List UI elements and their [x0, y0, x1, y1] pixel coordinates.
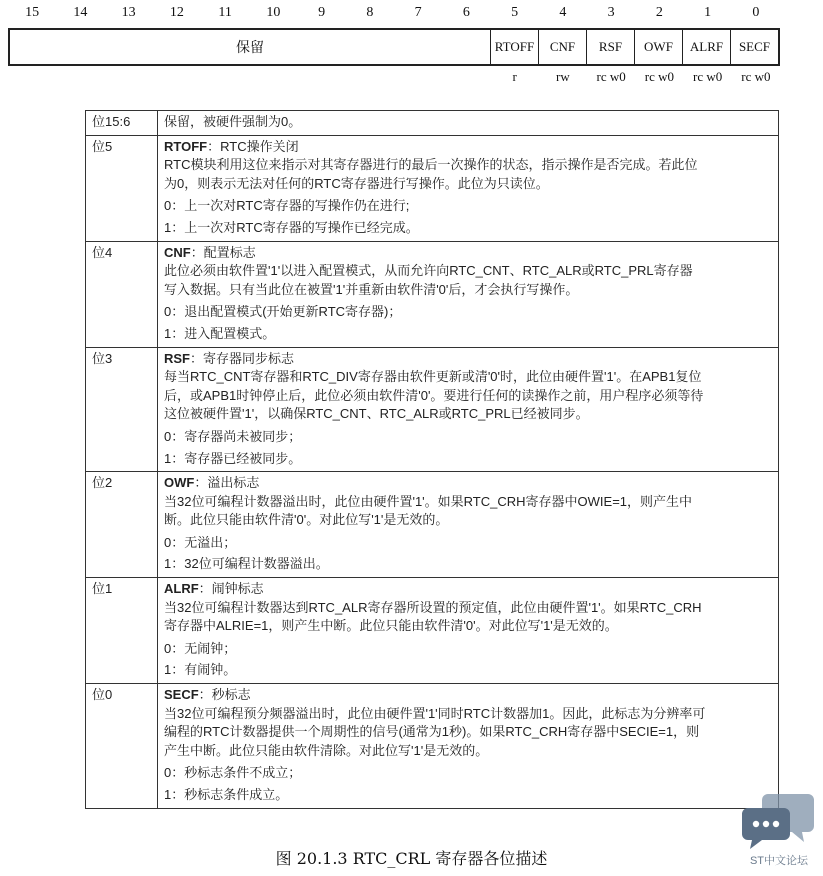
bit-label: 位5: [86, 135, 158, 241]
bit-number: 8: [366, 5, 374, 20]
table-row: [86, 135, 779, 241]
bit-label: 位4: [86, 241, 158, 347]
field-title: [164, 138, 772, 157]
watermark-text: ST中文论坛: [749, 855, 809, 867]
description-line: 当32位可编程计数器达到RTC_ALR寄存器所设置的预定值，此位由硬件置'1'。如果RTC_CRH: [164, 599, 702, 615]
field-cnf: CNF: [538, 30, 586, 64]
option-line: 1：秒标志条件成立。: [164, 787, 289, 802]
description-line: 寄存器中ALRIE=1，则产生中断。此位只能由软件清'0'。对此位写'1'是无效的。: [164, 618, 618, 634]
option-line: 1：有闹钟。: [164, 662, 237, 678]
option-line: 1：32位可编程计数器溢出。: [164, 556, 329, 572]
bit-number: 5: [511, 5, 519, 20]
bit-number: 9: [318, 5, 326, 20]
access-type-row: [8, 68, 780, 86]
field-name: ALRF: [164, 581, 199, 597]
field-name: RTOFF: [164, 138, 208, 154]
table-row: [86, 111, 779, 136]
field-title-text: ：RTC操作关闭: [207, 138, 299, 154]
watermark: [738, 790, 820, 870]
field-owf: OWF: [634, 30, 682, 64]
field-title: [164, 350, 772, 369]
field-title: [164, 474, 772, 493]
description-line: 每当RTC_CNT寄存器和RTC_DIV寄存器由软件更新或清'0'时，此位由硬件置'1'。在APB1复位: [164, 369, 702, 385]
bit-description: [158, 578, 779, 684]
table-row: [86, 347, 779, 472]
field-title-text: ：配置标志: [190, 244, 256, 260]
bit-description: [158, 347, 779, 472]
bit-description-table: [85, 110, 779, 809]
access-type: rc w0: [596, 69, 626, 84]
access-type: rc w0: [644, 69, 674, 84]
bit-description: [158, 684, 779, 809]
description-line: 写入数据。只有当此位在被置'1'并重新由软件清'0'后，才会执行写操作。: [164, 281, 579, 297]
figure-caption: 图 20.1.3 RTC_CRL 寄存器各位描述: [275, 849, 548, 868]
bit-description: [158, 472, 779, 578]
description-line: 这位被硬件置'1'，以确保RTC_CNT、RTC_ALR或RTC_PRL已经被同步。: [164, 406, 589, 422]
bit-number: 7: [414, 5, 422, 20]
description-line: 此位必须由软件置'1'以进入配置模式，从而允许向RTC_CNT、RTC_ALR或RTC_PRL寄存器: [164, 263, 693, 279]
field-name: CNF: [164, 244, 191, 260]
table-row: [86, 684, 779, 809]
table-row: [86, 578, 779, 684]
description-line: 断。此位只能由软件清'0'。对此位写'1'是无效的。: [164, 512, 449, 528]
field-name: OWF: [164, 475, 195, 491]
chat-bubble-icon: [742, 790, 816, 850]
register-layout: [8, 28, 780, 66]
bit-number: 1: [704, 5, 712, 20]
access-type: rw: [556, 69, 570, 84]
bit-number: 15: [25, 5, 40, 20]
field-title: [164, 244, 772, 263]
field-alrf: ALRF: [682, 30, 730, 64]
option-line: 1：进入配置模式。: [164, 325, 276, 341]
access-spacer: [8, 68, 491, 86]
access-type: rc w0: [693, 69, 723, 84]
option-line: 1：寄存器已经被同步。: [164, 450, 302, 466]
bit-label: 位15:6: [86, 111, 158, 136]
field-secf: SECF: [730, 30, 778, 64]
table-row: [86, 241, 779, 347]
field-title: [164, 580, 772, 599]
option-line: 0：秒标志条件不成立；: [164, 765, 302, 781]
option-line: 0：无闹钟；: [164, 640, 237, 656]
bit-number: 13: [121, 5, 136, 20]
bit-description: [158, 241, 779, 347]
bit-description: [158, 135, 779, 241]
bit-label: 位3: [86, 347, 158, 472]
description-line: 当32位可编程预分频器溢出时，此位由硬件置'1'同时RTC计数器加1。因此，此标志为分辨率可: [164, 705, 706, 721]
access-type: rc w0: [741, 69, 771, 84]
reserved-field: 保留: [236, 41, 264, 56]
bit-number: 0: [752, 5, 760, 20]
bit-number: 10: [266, 5, 281, 20]
description-line: 保留，被硬件强制为0。: [164, 114, 302, 129]
option-line: 0：寄存器尚未被同步；: [164, 428, 302, 444]
description-line: 产生中断。此位只能由软件清除。对此位写'1'是无效的。: [164, 742, 489, 758]
access-type: r: [512, 69, 517, 84]
field-title: [164, 686, 772, 705]
option-line: 0：无溢出；: [164, 534, 237, 550]
field-title-text: ：寄存器同步标志: [190, 350, 295, 366]
description-line: 后，或APB1时钟停止后，此位必须由软件清'0'。要进行任何的读操作之前，用户程序必须等待: [164, 387, 704, 403]
table-row: [86, 472, 779, 578]
bit-number: 2: [655, 5, 663, 20]
bit-label: 位0: [86, 684, 158, 809]
description-line: RTC模块利用这位来指示对其寄存器进行的最后一次操作的状态，指示操作是否完成。若此位: [164, 157, 698, 173]
bit-number: 6: [462, 5, 470, 20]
bit-number: 12: [169, 5, 184, 20]
bit-number-row: [8, 3, 780, 23]
field-title-text: ：秒标志: [198, 687, 251, 703]
bit-description: [158, 111, 779, 136]
field-title-text: ：闹钟标志: [198, 581, 264, 597]
bit-number: 4: [559, 5, 567, 20]
field-rtoff: RTOFF: [490, 30, 538, 64]
field-title-text: ：溢出标志: [194, 475, 260, 491]
bit-label: 位1: [86, 578, 158, 684]
bit-label: 位2: [86, 472, 158, 578]
field-name: RSF: [164, 350, 190, 366]
bit-number: 11: [218, 5, 232, 20]
bit-number: 14: [73, 5, 88, 20]
option-line: 1：上一次对RTC寄存器的写操作已经完成。: [164, 219, 419, 235]
option-line: 0：退出配置模式(开始更新RTC寄存器)；: [164, 304, 402, 320]
description-line: 当32位可编程计数器溢出时，此位由硬件置'1'。如果RTC_CRH寄存器中OWIE=1，则产生中: [164, 493, 693, 509]
field-name: SECF: [164, 687, 199, 703]
option-line: 0：上一次对RTC寄存器的写操作仍在进行;: [164, 198, 410, 214]
description-line: 编程的RTC计数器提供一个周期性的信号(通常为1秒)。如果RTC_CRH寄存器中SECIE=1，则: [164, 724, 700, 740]
field-rsf: RSF: [586, 30, 634, 64]
description-line: 为0，则表示无法对任何的RTC寄存器进行写操作。此位为只读位。: [164, 175, 549, 191]
bit-number: 3: [607, 5, 615, 20]
